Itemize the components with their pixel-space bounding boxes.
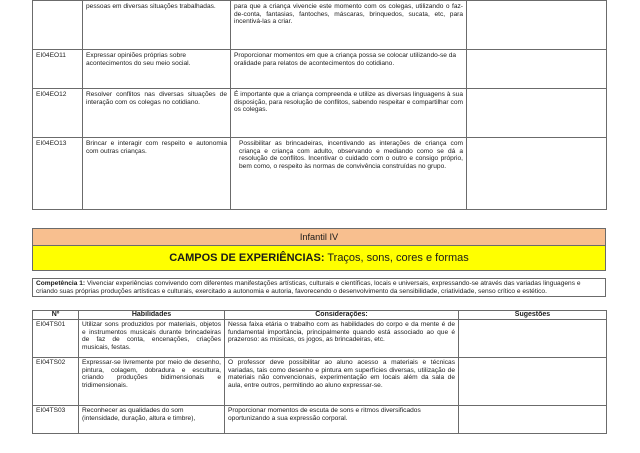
consideracao-cell: Proporcionar momentos em que a criança possa se colocar utilizando-se da oralidade para relatos de acontecimentos do cotidiano. xyxy=(231,50,467,89)
habilidade-cell: Brincar e interagir com respeito e autonomia com outras crianças. xyxy=(83,138,231,210)
habilidade-cell: Expressar opiniões próprias sobre acontecimentos do seu meio social. xyxy=(83,50,231,89)
header-consideracoes: Considerações: xyxy=(225,311,459,320)
top-table xyxy=(32,0,607,210)
bottom-table xyxy=(32,310,607,434)
competencia-text: Vivenciar experiências convivendo com diferentes manifestações artísticas, culturais e científicas, locais e universais, expressando-se através das variadas linguagens e criando suas próprias produções artísticas e culturais, exercitado a autonomia e autoria, favorecendo o desenvolvimento da sensibilidade, criatividade, senso crítico e estético. xyxy=(36,280,581,295)
consideracao-cell: Possibilitar as brincadeiras, incentivando as interações de criança com criança e criança com adulto, observando e mediando como se dá a resolução de conflitos. Incentivar o cuidado com o outro e consigo próprio, bem como, o respeito às normas de convivência construídas no grupo. xyxy=(231,138,467,210)
consideracao-cell: É importante que a criança compreenda e utilize as diversas linguagens à sua disposição, para resolução de conflitos, sabendo respeitar e compartilhar com os colegas. xyxy=(231,89,467,138)
code-cell: EI04EO11 xyxy=(33,50,83,89)
header-row xyxy=(33,311,607,320)
code-cell xyxy=(33,1,83,50)
table-row xyxy=(33,50,607,89)
campos-theme: Traços, sons, cores e formas xyxy=(324,252,469,264)
consideracao-cell: O professor deve possibilitar ao aluno acesso a materiais e técnicas variadas, tais como desenho e pintura em superfícies diversas, utilização de materiais não convencionais, experimentação em locais além da sala de aula, entre outros, permitindo ao aluno expressar-se. xyxy=(225,358,459,406)
table-row xyxy=(33,406,607,434)
consideracao-cell: Proporcionar momentos de escuta de sons e ritmos diversificados oportunizando a sua expressão corporal. xyxy=(225,406,459,434)
header-numero: Nº xyxy=(33,311,79,320)
code-cell: EI04TS01 xyxy=(33,320,79,358)
header-sugestoes: Sugestões xyxy=(459,311,607,320)
sugestao-cell xyxy=(459,320,607,358)
sugestao-cell xyxy=(459,406,607,434)
sugestao-cell xyxy=(467,89,607,138)
code-cell: EI04TS03 xyxy=(33,406,79,434)
competencia-box xyxy=(32,278,606,297)
table-row xyxy=(33,320,607,358)
campos-label: CAMPOS DE EXPERIÊNCIAS: xyxy=(169,252,325,264)
habilidade-cell: pessoas em diversas situações trabalhadas. xyxy=(83,1,231,50)
code-cell: EI04EO13 xyxy=(33,138,83,210)
competencia-label: Competência 1: xyxy=(36,280,86,287)
table-row xyxy=(33,1,607,50)
table-row xyxy=(33,89,607,138)
habilidade-cell: Expressar-se livremente por meio de desenho, pintura, colagem, dobradura e escultura, criando produções bidimensionais e tridimensionais. xyxy=(79,358,225,406)
consideracao-cell: Nessa faixa etária o trabalho com as habilidades do corpo e da mente é de fundamental importância, principalmente quando está associado ao que é prazeroso: as músicas, os jogos, as brincadeiras, etc. xyxy=(225,320,459,358)
section-title-banner xyxy=(32,228,606,246)
habilidade-cell: Utilizar sons produzidos por materiais, objetos e instrumentos musicais durante brincadeiras de faz de conta, encenações, criações musicais, festas. xyxy=(79,320,225,358)
table-row xyxy=(33,138,607,210)
table-row xyxy=(33,358,607,406)
code-cell: EI04TS02 xyxy=(33,358,79,406)
section-title: Infantil IV xyxy=(299,232,339,242)
sugestao-cell xyxy=(459,358,607,406)
sugestao-cell xyxy=(467,50,607,89)
sugestao-cell xyxy=(467,138,607,210)
header-habilidades: Habilidades xyxy=(79,311,225,320)
sugestao-cell xyxy=(467,1,607,50)
code-cell: EI04EO12 xyxy=(33,89,83,138)
habilidade-cell: Reconhecer as qualidades do som (intensidade, duração, altura e timbre), xyxy=(79,406,225,434)
consideracao-cell: para que a criança vivencie este momento com os colegas, utilizando o faz-de-conta, fantasias, fantoches, máscaras, brinquedos, sucata, etc, para incentivá-las a criar. xyxy=(231,1,467,50)
campos-banner xyxy=(32,246,606,271)
habilidade-cell: Resolver conflitos nas diversas situações de interação com os colegas no cotidiano. xyxy=(83,89,231,138)
